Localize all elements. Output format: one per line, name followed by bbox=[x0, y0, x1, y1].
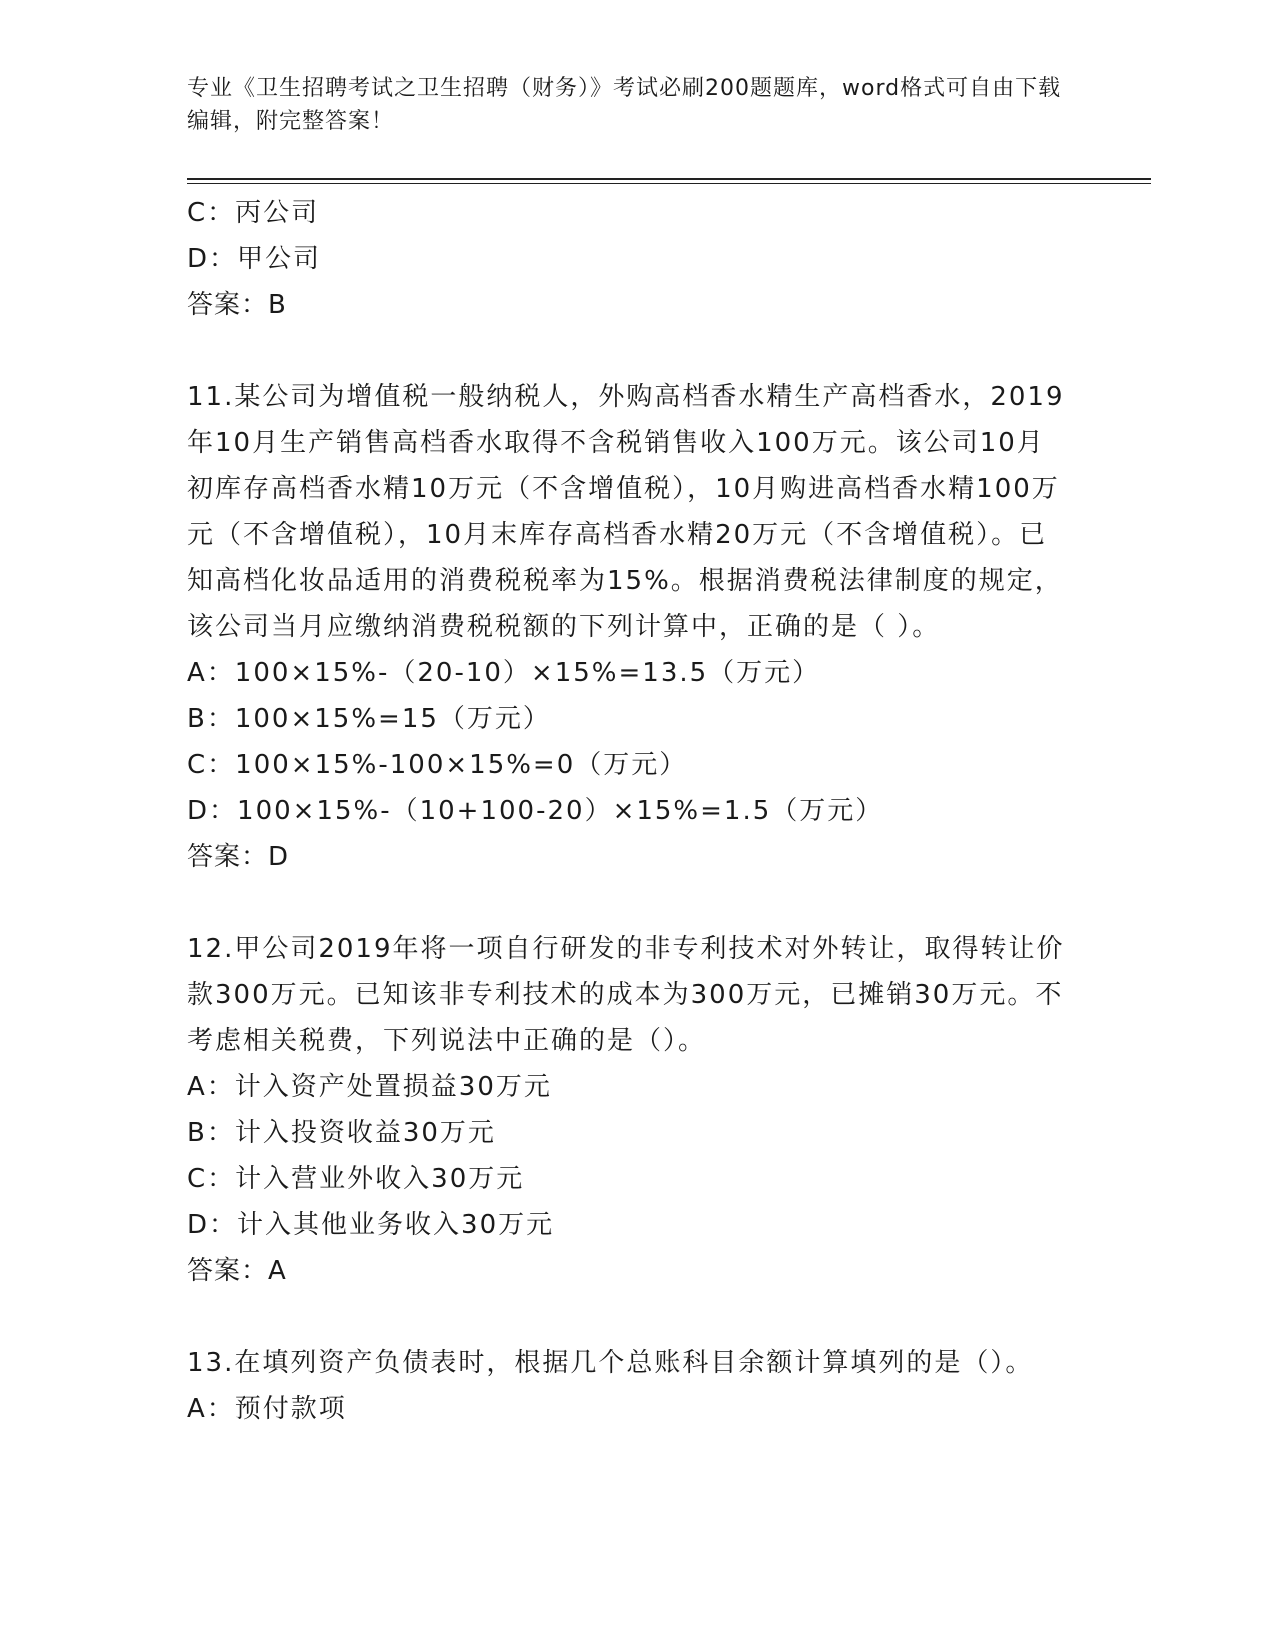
question-12-text: 12.甲公司2019年将一项自行研发的非专利技术对外转让，取得转让价款300万元。已知该非专利技术的成本为300万元，已摊销30万元。不考虑相关税费，下列说法中正确的是（）。 bbox=[187, 934, 1065, 1056]
q12-answer: 答案：A bbox=[187, 1256, 287, 1286]
q12-option-a: A：计入资产处置损益30万元 bbox=[187, 1072, 552, 1102]
q12-option-d: D：计入其他业务收入30万元 bbox=[187, 1210, 555, 1240]
prev-option-c: C：丙公司 bbox=[187, 198, 320, 228]
question-11-text: 11.某公司为增值税一般纳税人，外购高档香水精生产高档香水，2019年10月生产销售高档香水取得不含税销售收入100万元。该公司10月初库存高档香水精10万元（不含增值税），10月购进高档香水精100万元（不含增值税），10月末库存高档香水精20万元（不含增值税）。已知高档化妆品适用的消费税税率为15%。根据消费税法律制度的规定，该公司当月应缴纳消费税税额的下列计算中，正确的是（ ）。 bbox=[187, 382, 1065, 642]
question-13-text: 13.在填列资产负债表时，根据几个总账科目余额计算填列的是（）。 bbox=[187, 1348, 1034, 1378]
prev-option-d: D：甲公司 bbox=[187, 244, 322, 274]
q11-answer: 答案：D bbox=[187, 842, 290, 872]
header-rule-thin bbox=[187, 183, 1151, 184]
q11-option-b: B：100×15%=15（万元） bbox=[187, 704, 551, 734]
q11-option-c: C：100×15%-100×15%=0（万元） bbox=[187, 750, 688, 780]
question-content bbox=[187, 190, 1067, 1432]
q12-option-b: B：计入投资收益30万元 bbox=[187, 1118, 496, 1148]
q12-option-c: C：计入营业外收入30万元 bbox=[187, 1164, 525, 1194]
q13-option-a: A：预付款项 bbox=[187, 1394, 347, 1424]
prev-answer: 答案：B bbox=[187, 290, 287, 320]
header-rule-thick bbox=[187, 178, 1151, 180]
spacer bbox=[187, 880, 1067, 926]
page-header: 专业《卫生招聘考试之卫生招聘（财务）》考试必刷200题题库，word格式可自由下载编辑，附完整答案！ bbox=[187, 76, 1062, 134]
q11-option-a: A：100×15%-（20-10）×15%=13.5（万元） bbox=[187, 658, 821, 688]
spacer bbox=[187, 1294, 1067, 1340]
spacer bbox=[187, 328, 1067, 374]
q11-option-d: D：100×15%-（10+100-20）×15%=1.5（万元） bbox=[187, 796, 884, 826]
